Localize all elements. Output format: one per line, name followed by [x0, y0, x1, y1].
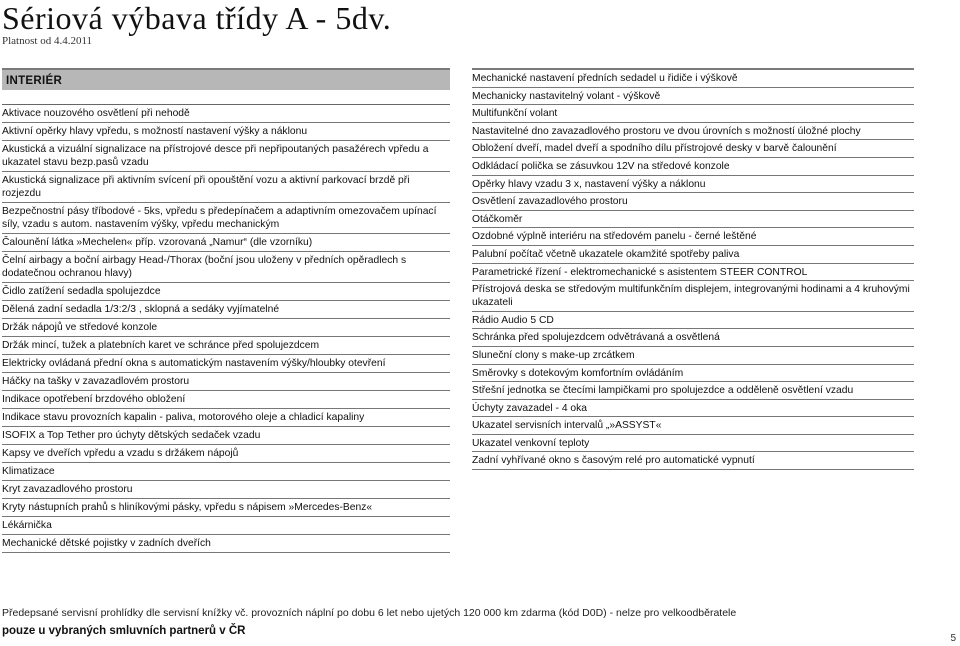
list-item: Mechanické dětské pojistky v zadních dveřích — [2, 535, 450, 553]
list-item: Směrovky s dotekovým komfortním ovládáním — [472, 365, 914, 383]
list-item: Akustická a vizuální signalizace na přístrojové desce při nepřipoutaných pasažérech vpředu a ukazatel stavu bezp.pasů vzadu — [2, 141, 450, 172]
list-item: Obložení dveří, madel dveří a spodního dílu přístrojové desky v barvě čalounění — [472, 140, 914, 158]
page-number: 5 — [950, 633, 956, 644]
list-item: Akustická signalizace při aktivním svícení při opouštění vozu a aktivní parkovací brzdě při rozjezdu — [2, 172, 450, 203]
list-item: Klimatizace — [2, 463, 450, 481]
list-item: Bezpečnostní pásy tříbodové - 5ks, vpředu s předepínačem a adaptivním omezovačem upínací síly, vzadu s autom. nastavením výšky, vpředu mechanickým — [2, 203, 450, 234]
list-item: Čidlo zatížení sedadla spolujezdce — [2, 283, 450, 301]
list-item: Kryty nástupních prahů s hliníkovými pásky, vpředu s nápisem »Mercedes-Benz« — [2, 499, 450, 517]
list-item: ISOFIX a Top Tether pro úchyty dětských sedaček vzadu — [2, 427, 450, 445]
section-header-interior: INTERIÉR — [2, 68, 450, 90]
list-item: Aktivní opěrky hlavy vpředu, s možností nastavení výšky a náklonu — [2, 123, 450, 141]
list-item: Čelní airbagy a boční airbagy Head-/Thorax (boční jsou uloženy v předních opěradlech s dodatečnou ochranou hlavy) — [2, 252, 450, 283]
list-item: Držák nápojů ve středové konzole — [2, 319, 450, 337]
validity-date: Platnost od 4.4.2011 — [2, 35, 93, 47]
list-item: Osvětlení zavazadlového prostoru — [472, 193, 914, 211]
list-item: Přístrojová deska se středovým multifunkčním displejem, integrovanými hodinami a 4 kruhovými ukazateli — [472, 281, 914, 312]
list-item: Čalounění látka »Mechelen« příp. vzorovaná „Namur“ (dle vzorníku) — [2, 234, 450, 252]
list-item: Lékárnička — [2, 517, 450, 535]
list-item: Indikace stavu provozních kapalin - paliva, motorového oleje a chladicí kapaliny — [2, 409, 450, 427]
page-title: Sériová výbava třídy A - 5dv. — [2, 0, 392, 36]
left-equipment-list — [2, 105, 450, 553]
list-item: Ukazatel venkovní teploty — [472, 435, 914, 453]
list-item: Opěrky hlavy vzadu 3 x, nastavení výšky a náklonu — [472, 176, 914, 194]
list-item: Parametrické řízení - elektromechanické s asistentem STEER CONTROL — [472, 264, 914, 282]
service-footnote: Předepsané servisní prohlídky dle servisní knížky vč. provozních náplní po dobu 6 let nebo ujetých 120 000 km zdarma (kód D0D) - nelze pro velkoodběratele — [2, 607, 737, 619]
list-item: Ozdobné výplně interiéru na středovém panelu - černé leštěné — [472, 228, 914, 246]
partners-note: pouze u vybraných smluvních partnerů v ČR — [2, 625, 246, 637]
list-item: Ukazatel servisních intervalů „»ASSYST« — [472, 417, 914, 435]
list-item: Úchyty zavazadel - 4 oka — [472, 400, 914, 418]
list-item: Zadní vyhřívané okno s časovým relé pro automatické vypnutí — [472, 452, 914, 470]
left-column — [2, 68, 450, 553]
list-item: Mechanicky nastavitelný volant - výškově — [472, 88, 914, 106]
list-item: Háčky na tašky v zavazadlovém prostoru — [2, 373, 450, 391]
right-column — [472, 68, 914, 470]
list-item: Dělená zadní sedadla 1/3:2/3 , sklopná a sedáky vyjímatelné — [2, 301, 450, 319]
list-item: Mechanické nastavení předních sedadel u řidiče i výškově — [472, 70, 914, 88]
list-item: Elektricky ovládaná přední okna s automatickým nastavením výšky/hloubky otevření — [2, 355, 450, 373]
list-item: Otáčkoměr — [472, 211, 914, 229]
list-item: Rádio Audio 5 CD — [472, 312, 914, 330]
list-item: Indikace opotřebení brzdového obložení — [2, 391, 450, 409]
list-item: Nastavitelné dno zavazadlového prostoru ve dvou úrovních s možností úložné plochy — [472, 123, 914, 141]
list-item: Palubní počítač včetně ukazatele okamžité spotřeby paliva — [472, 246, 914, 264]
list-item: Aktivace nouzového osvětlení při nehodě — [2, 105, 450, 123]
list-item: Multifunkční volant — [472, 105, 914, 123]
list-item: Odkládací polička se zásuvkou 12V na středové konzole — [472, 158, 914, 176]
list-item: Kapsy ve dveřích vpředu a vzadu s držákem nápojů — [2, 445, 450, 463]
list-item: Střešní jednotka se čtecími lampičkami pro spolujezdce a odděleně osvětlení vzadu — [472, 382, 914, 400]
right-equipment-list — [472, 68, 914, 470]
list-item: Kryt zavazadlového prostoru — [2, 481, 450, 499]
section-spacer — [2, 90, 450, 105]
list-item: Sluneční clony s make-up zrcátkem — [472, 347, 914, 365]
list-item: Držák mincí, tužek a platebních karet ve schránce před spolujezdcem — [2, 337, 450, 355]
list-item: Schránka před spolujezdcem odvětrávaná a osvětlená — [472, 329, 914, 347]
